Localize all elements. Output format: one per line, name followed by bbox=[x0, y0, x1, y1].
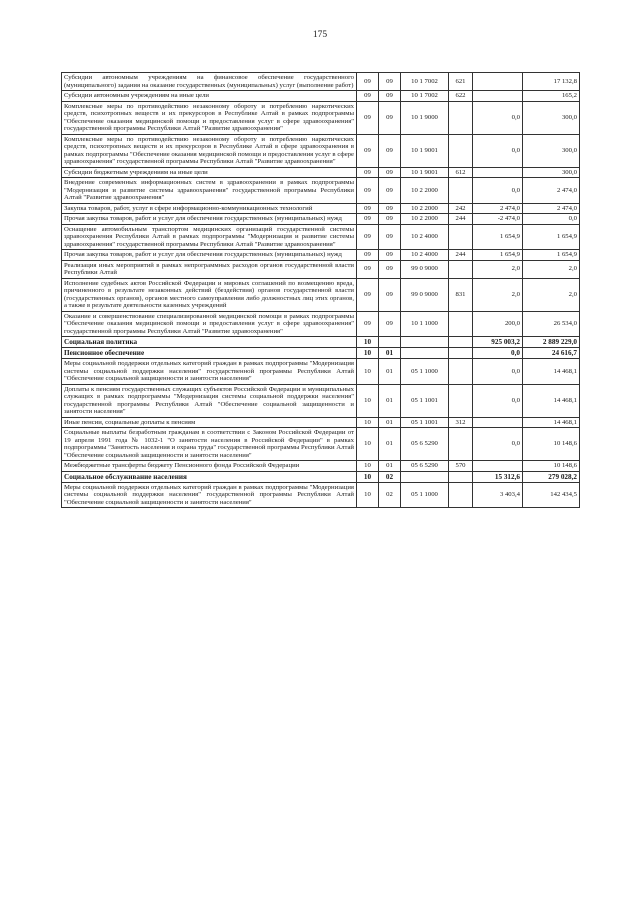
amount-change-cell: 2,0 bbox=[473, 260, 523, 278]
target-article-cell: 10 1 7002 bbox=[401, 91, 449, 102]
amount-total-cell: 10 148,6 bbox=[523, 428, 580, 461]
item-name-cell: Прочая закупка товаров, работ и услуг для обеспечения государственных (муниципальных) нужд bbox=[62, 214, 357, 225]
section-code-cell: 10 bbox=[357, 337, 379, 348]
section-code-cell: 09 bbox=[357, 224, 379, 250]
amount-change-cell bbox=[473, 461, 523, 472]
target-article-cell bbox=[401, 471, 449, 482]
section-code-cell: 10 bbox=[357, 417, 379, 428]
target-article-cell: 10 2 4000 bbox=[401, 250, 449, 261]
item-name-cell: Пенсионное обеспечение bbox=[62, 348, 357, 359]
section-code-cell: 09 bbox=[357, 134, 379, 167]
table-row bbox=[62, 428, 580, 461]
item-name-cell: Субсидии автономным учреждениям на финансовое обеспечение государственного (муниципального) задания на оказание государственных (муниципальных) услуг (выполнение работ) bbox=[62, 73, 357, 91]
amount-change-cell: 0,0 bbox=[473, 348, 523, 359]
subsection-code-cell: 09 bbox=[379, 167, 401, 178]
subsection-code-cell: 01 bbox=[379, 348, 401, 359]
item-name-cell: Межбюджетные трансферты бюджету Пенсионного фонда Российской Федерации bbox=[62, 461, 357, 472]
table-row bbox=[62, 91, 580, 102]
expense-type-cell bbox=[449, 178, 473, 204]
table-row bbox=[62, 311, 580, 337]
item-name-cell: Субсидии бюджетным учреждениям на иные цели bbox=[62, 167, 357, 178]
item-name-cell: Внедрение современных информационных систем в здравоохранении в рамках подпрограммы "Модернизация и развитие системы здравоохранения" государственной программы Республики Алтай "Развитие здравоохранения" bbox=[62, 178, 357, 204]
subsection-code-cell: 09 bbox=[379, 203, 401, 214]
amount-total-cell: 300,0 bbox=[523, 101, 580, 134]
table-row bbox=[62, 224, 580, 250]
expense-type-cell: 312 bbox=[449, 417, 473, 428]
expense-type-cell bbox=[449, 134, 473, 167]
amount-change-cell: 0,0 bbox=[473, 178, 523, 204]
amount-change-cell: 0,0 bbox=[473, 359, 523, 385]
item-name-cell: Комплексные меры по противодействию незаконному обороту и потреблению наркотических средств, психотропных веществ и их прекурсоров в Республике Алтай в сфере здравоохранения в рамках подпрограммы "Обеспечение оказания медицинской помощи и предоставления услуг в сфере здравоохранения" государственной программы Республики Алтай "Развитие здравоохранения" bbox=[62, 134, 357, 167]
item-name-cell: Меры социальной поддержки отдельных категорий граждан в рамках подпрограммы "Модернизация системы социальной поддержки населения" государственной программы Республики Алтай "Обеспечение социальной защищенности и занятости населения" bbox=[62, 482, 357, 508]
amount-change-cell: -2 474,0 bbox=[473, 214, 523, 225]
amount-total-cell: 14 468,1 bbox=[523, 359, 580, 385]
section-code-cell: 09 bbox=[357, 214, 379, 225]
amount-total-cell: 24 616,7 bbox=[523, 348, 580, 359]
subsection-code-cell: 09 bbox=[379, 91, 401, 102]
section-code-cell: 09 bbox=[357, 260, 379, 278]
amount-total-cell: 1 654,9 bbox=[523, 250, 580, 261]
subsection-code-cell bbox=[379, 337, 401, 348]
budget-table-body bbox=[62, 73, 580, 508]
target-article-cell: 05 1 1001 bbox=[401, 384, 449, 417]
amount-total-cell: 300,0 bbox=[523, 167, 580, 178]
amount-change-cell: 1 654,9 bbox=[473, 224, 523, 250]
subsection-code-cell: 09 bbox=[379, 214, 401, 225]
table-row bbox=[62, 250, 580, 261]
item-name-cell: Субсидии автономным учреждениям на иные цели bbox=[62, 91, 357, 102]
amount-change-cell: 0,0 bbox=[473, 101, 523, 134]
amount-total-cell: 165,2 bbox=[523, 91, 580, 102]
item-name-cell: Исполнение судебных актов Российской Федерации и мировых соглашений по возмещению вреда, причиненного в результате незаконных действий (бездействия) органов государственной власти (государственных органов), органов местного самоуправления либо должностных лиц этих органов, а также в результате деятельности казенных учреждений bbox=[62, 278, 357, 311]
amount-change-cell bbox=[473, 417, 523, 428]
expense-type-cell bbox=[449, 224, 473, 250]
expense-type-cell bbox=[449, 482, 473, 508]
section-code-cell: 09 bbox=[357, 167, 379, 178]
amount-total-cell: 1 654,9 bbox=[523, 224, 580, 250]
amount-change-cell: 0,0 bbox=[473, 134, 523, 167]
subsection-code-cell: 09 bbox=[379, 311, 401, 337]
item-name-cell: Оснащение автомобильным транспортом медицинских организаций государственной системы здравоохранения Республики Алтай в рамках подпрограммы "Модернизация и развитие системы здравоохранения" государственной программы Республики Алтай "Развитие здравоохранения" bbox=[62, 224, 357, 250]
amount-total-cell: 2,0 bbox=[523, 260, 580, 278]
amount-total-cell: 0,0 bbox=[523, 214, 580, 225]
table-row bbox=[62, 278, 580, 311]
target-article-cell: 10 1 9001 bbox=[401, 167, 449, 178]
table-row bbox=[62, 482, 580, 508]
item-name-cell: Меры социальной поддержки отдельных категорий граждан в рамках подпрограммы "Модернизация системы социальной поддержки населения" государственной программы Республики Алтай "Обеспечение социальной защищенности и занятости населения" bbox=[62, 359, 357, 385]
subsection-code-cell: 09 bbox=[379, 250, 401, 261]
amount-total-cell: 142 434,5 bbox=[523, 482, 580, 508]
section-code-cell: 10 bbox=[357, 428, 379, 461]
subsection-code-cell: 09 bbox=[379, 278, 401, 311]
subsection-code-cell: 09 bbox=[379, 224, 401, 250]
expense-type-cell: 242 bbox=[449, 203, 473, 214]
expense-type-cell bbox=[449, 384, 473, 417]
target-article-cell: 99 0 9000 bbox=[401, 278, 449, 311]
subsection-code-cell: 01 bbox=[379, 384, 401, 417]
table-row bbox=[62, 167, 580, 178]
amount-change-cell: 0,0 bbox=[473, 384, 523, 417]
expense-type-cell: 622 bbox=[449, 91, 473, 102]
item-name-cell: Иные пенсии, социальные доплаты к пенсиям bbox=[62, 417, 357, 428]
item-name-cell: Доплаты к пенсиям государственных служащих субъектов Российской Федерации и муниципальных служащих в рамках подпрограммы "Модернизация системы социальной поддержки населения" государственной программы Республики Алтай "Обеспечение социальной защищенности и занятости населения" bbox=[62, 384, 357, 417]
amount-change-cell: 1 654,9 bbox=[473, 250, 523, 261]
subsection-code-cell: 09 bbox=[379, 101, 401, 134]
amount-total-cell: 10 148,6 bbox=[523, 461, 580, 472]
item-name-cell: Реализация иных мероприятий в рамках непрограммных расходов органов государственной власти Республики Алтай bbox=[62, 260, 357, 278]
target-article-cell: 10 1 9001 bbox=[401, 134, 449, 167]
amount-total-cell: 279 028,2 bbox=[523, 471, 580, 482]
expense-type-cell bbox=[449, 260, 473, 278]
target-article-cell: 05 1 1001 bbox=[401, 417, 449, 428]
expense-type-cell: 831 bbox=[449, 278, 473, 311]
amount-change-cell bbox=[473, 91, 523, 102]
target-article-cell bbox=[401, 337, 449, 348]
amount-change-cell: 200,0 bbox=[473, 311, 523, 337]
section-code-cell: 10 bbox=[357, 348, 379, 359]
table-row bbox=[62, 101, 580, 134]
section-code-cell: 09 bbox=[357, 178, 379, 204]
target-article-cell bbox=[401, 348, 449, 359]
expense-type-cell: 612 bbox=[449, 167, 473, 178]
subsection-code-cell: 01 bbox=[379, 417, 401, 428]
expense-type-cell: 570 bbox=[449, 461, 473, 472]
expense-type-cell bbox=[449, 348, 473, 359]
amount-change-cell bbox=[473, 167, 523, 178]
section-code-cell: 09 bbox=[357, 278, 379, 311]
table-row bbox=[62, 359, 580, 385]
target-article-cell: 10 2 2000 bbox=[401, 203, 449, 214]
subsection-code-cell: 01 bbox=[379, 461, 401, 472]
amount-total-cell: 2 474,0 bbox=[523, 203, 580, 214]
amount-change-cell: 3 403,4 bbox=[473, 482, 523, 508]
section-code-cell: 09 bbox=[357, 101, 379, 134]
amount-change-cell: 925 003,2 bbox=[473, 337, 523, 348]
item-name-cell: Комплексные меры по противодействию незаконному обороту и потреблению наркотических средств, психотропных веществ и их прекурсоров в Республике Алтай в рамках подпрограммы "Обеспечение оказания медицинской помощи и предоставления услуг в сфере здравоохранения" государственной программы Республики Алтай "Развитие здравоохранения" bbox=[62, 101, 357, 134]
target-article-cell: 10 2 2000 bbox=[401, 178, 449, 204]
target-article-cell: 10 1 1000 bbox=[401, 311, 449, 337]
expense-type-cell: 244 bbox=[449, 214, 473, 225]
amount-change-cell: 15 312,6 bbox=[473, 471, 523, 482]
section-code-cell: 10 bbox=[357, 384, 379, 417]
section-code-cell: 10 bbox=[357, 461, 379, 472]
amount-total-cell: 2,0 bbox=[523, 278, 580, 311]
table-row bbox=[62, 134, 580, 167]
item-name-cell: Социальные выплаты безработным гражданам в соответствии с Законом Российской Федерации от 19 апреля 1991 года № 1032-1 "О занятости населения в Российской Федерации" в рамках подпрограммы "Занятость населения и охрана труда" государственной программы Республики Алтай "Обеспечение социальной защищенности и занятости населения" bbox=[62, 428, 357, 461]
amount-total-cell: 2 889 229,0 bbox=[523, 337, 580, 348]
table-row bbox=[62, 471, 580, 482]
table-row bbox=[62, 214, 580, 225]
subsection-code-cell: 02 bbox=[379, 471, 401, 482]
amount-total-cell: 26 534,0 bbox=[523, 311, 580, 337]
table-row bbox=[62, 461, 580, 472]
target-article-cell: 10 1 7002 bbox=[401, 73, 449, 91]
target-article-cell: 99 0 9000 bbox=[401, 260, 449, 278]
section-code-cell: 09 bbox=[357, 73, 379, 91]
target-article-cell: 05 6 5290 bbox=[401, 461, 449, 472]
subsection-code-cell: 01 bbox=[379, 359, 401, 385]
budget-table bbox=[61, 72, 580, 508]
expense-type-cell bbox=[449, 337, 473, 348]
section-code-cell: 09 bbox=[357, 91, 379, 102]
section-code-cell: 10 bbox=[357, 471, 379, 482]
target-article-cell: 05 1 1000 bbox=[401, 359, 449, 385]
expense-type-cell bbox=[449, 311, 473, 337]
amount-total-cell: 17 132,8 bbox=[523, 73, 580, 91]
table-row bbox=[62, 337, 580, 348]
expense-type-cell: 621 bbox=[449, 73, 473, 91]
page-number: 175 bbox=[312, 30, 328, 40]
subsection-code-cell: 09 bbox=[379, 178, 401, 204]
section-code-cell: 10 bbox=[357, 359, 379, 385]
table-row bbox=[62, 260, 580, 278]
expense-type-cell bbox=[449, 101, 473, 134]
subsection-code-cell: 09 bbox=[379, 260, 401, 278]
table-row bbox=[62, 348, 580, 359]
section-code-cell: 10 bbox=[357, 482, 379, 508]
table-row bbox=[62, 417, 580, 428]
section-code-cell: 09 bbox=[357, 311, 379, 337]
expense-type-cell bbox=[449, 359, 473, 385]
target-article-cell: 10 2 2000 bbox=[401, 214, 449, 225]
subsection-code-cell: 02 bbox=[379, 482, 401, 508]
amount-total-cell: 2 474,0 bbox=[523, 178, 580, 204]
amount-total-cell: 14 468,1 bbox=[523, 417, 580, 428]
amount-change-cell: 0,0 bbox=[473, 428, 523, 461]
section-code-cell: 09 bbox=[357, 203, 379, 214]
expense-type-cell bbox=[449, 428, 473, 461]
amount-total-cell: 14 468,1 bbox=[523, 384, 580, 417]
table-row bbox=[62, 384, 580, 417]
amount-total-cell: 300,0 bbox=[523, 134, 580, 167]
target-article-cell: 05 1 1000 bbox=[401, 482, 449, 508]
amount-change-cell: 2 474,0 bbox=[473, 203, 523, 214]
section-code-cell: 09 bbox=[357, 250, 379, 261]
amount-change-cell bbox=[473, 73, 523, 91]
item-name-cell: Прочая закупка товаров, работ и услуг для обеспечения государственных (муниципальных) нужд bbox=[62, 250, 357, 261]
subsection-code-cell: 09 bbox=[379, 134, 401, 167]
expense-type-cell: 244 bbox=[449, 250, 473, 261]
target-article-cell: 10 1 9000 bbox=[401, 101, 449, 134]
target-article-cell: 05 6 5290 bbox=[401, 428, 449, 461]
table-row bbox=[62, 73, 580, 91]
item-name-cell: Оказание и совершенствование специализированной медицинской помощи в рамках подпрограммы "Обеспечение оказания медицинской помощи и предоставления услуг в сфере здравоохранения" государственной программы Республики Алтай "Развитие здравоохранения" bbox=[62, 311, 357, 337]
item-name-cell: Закупка товаров, работ, услуг в сфере информационно-коммуникационных технологий bbox=[62, 203, 357, 214]
table-row bbox=[62, 203, 580, 214]
subsection-code-cell: 09 bbox=[379, 73, 401, 91]
subsection-code-cell: 01 bbox=[379, 428, 401, 461]
item-name-cell: Социальная политика bbox=[62, 337, 357, 348]
item-name-cell: Социальное обслуживание населения bbox=[62, 471, 357, 482]
amount-change-cell: 2,0 bbox=[473, 278, 523, 311]
table-row bbox=[62, 178, 580, 204]
target-article-cell: 10 2 4000 bbox=[401, 224, 449, 250]
expense-type-cell bbox=[449, 471, 473, 482]
